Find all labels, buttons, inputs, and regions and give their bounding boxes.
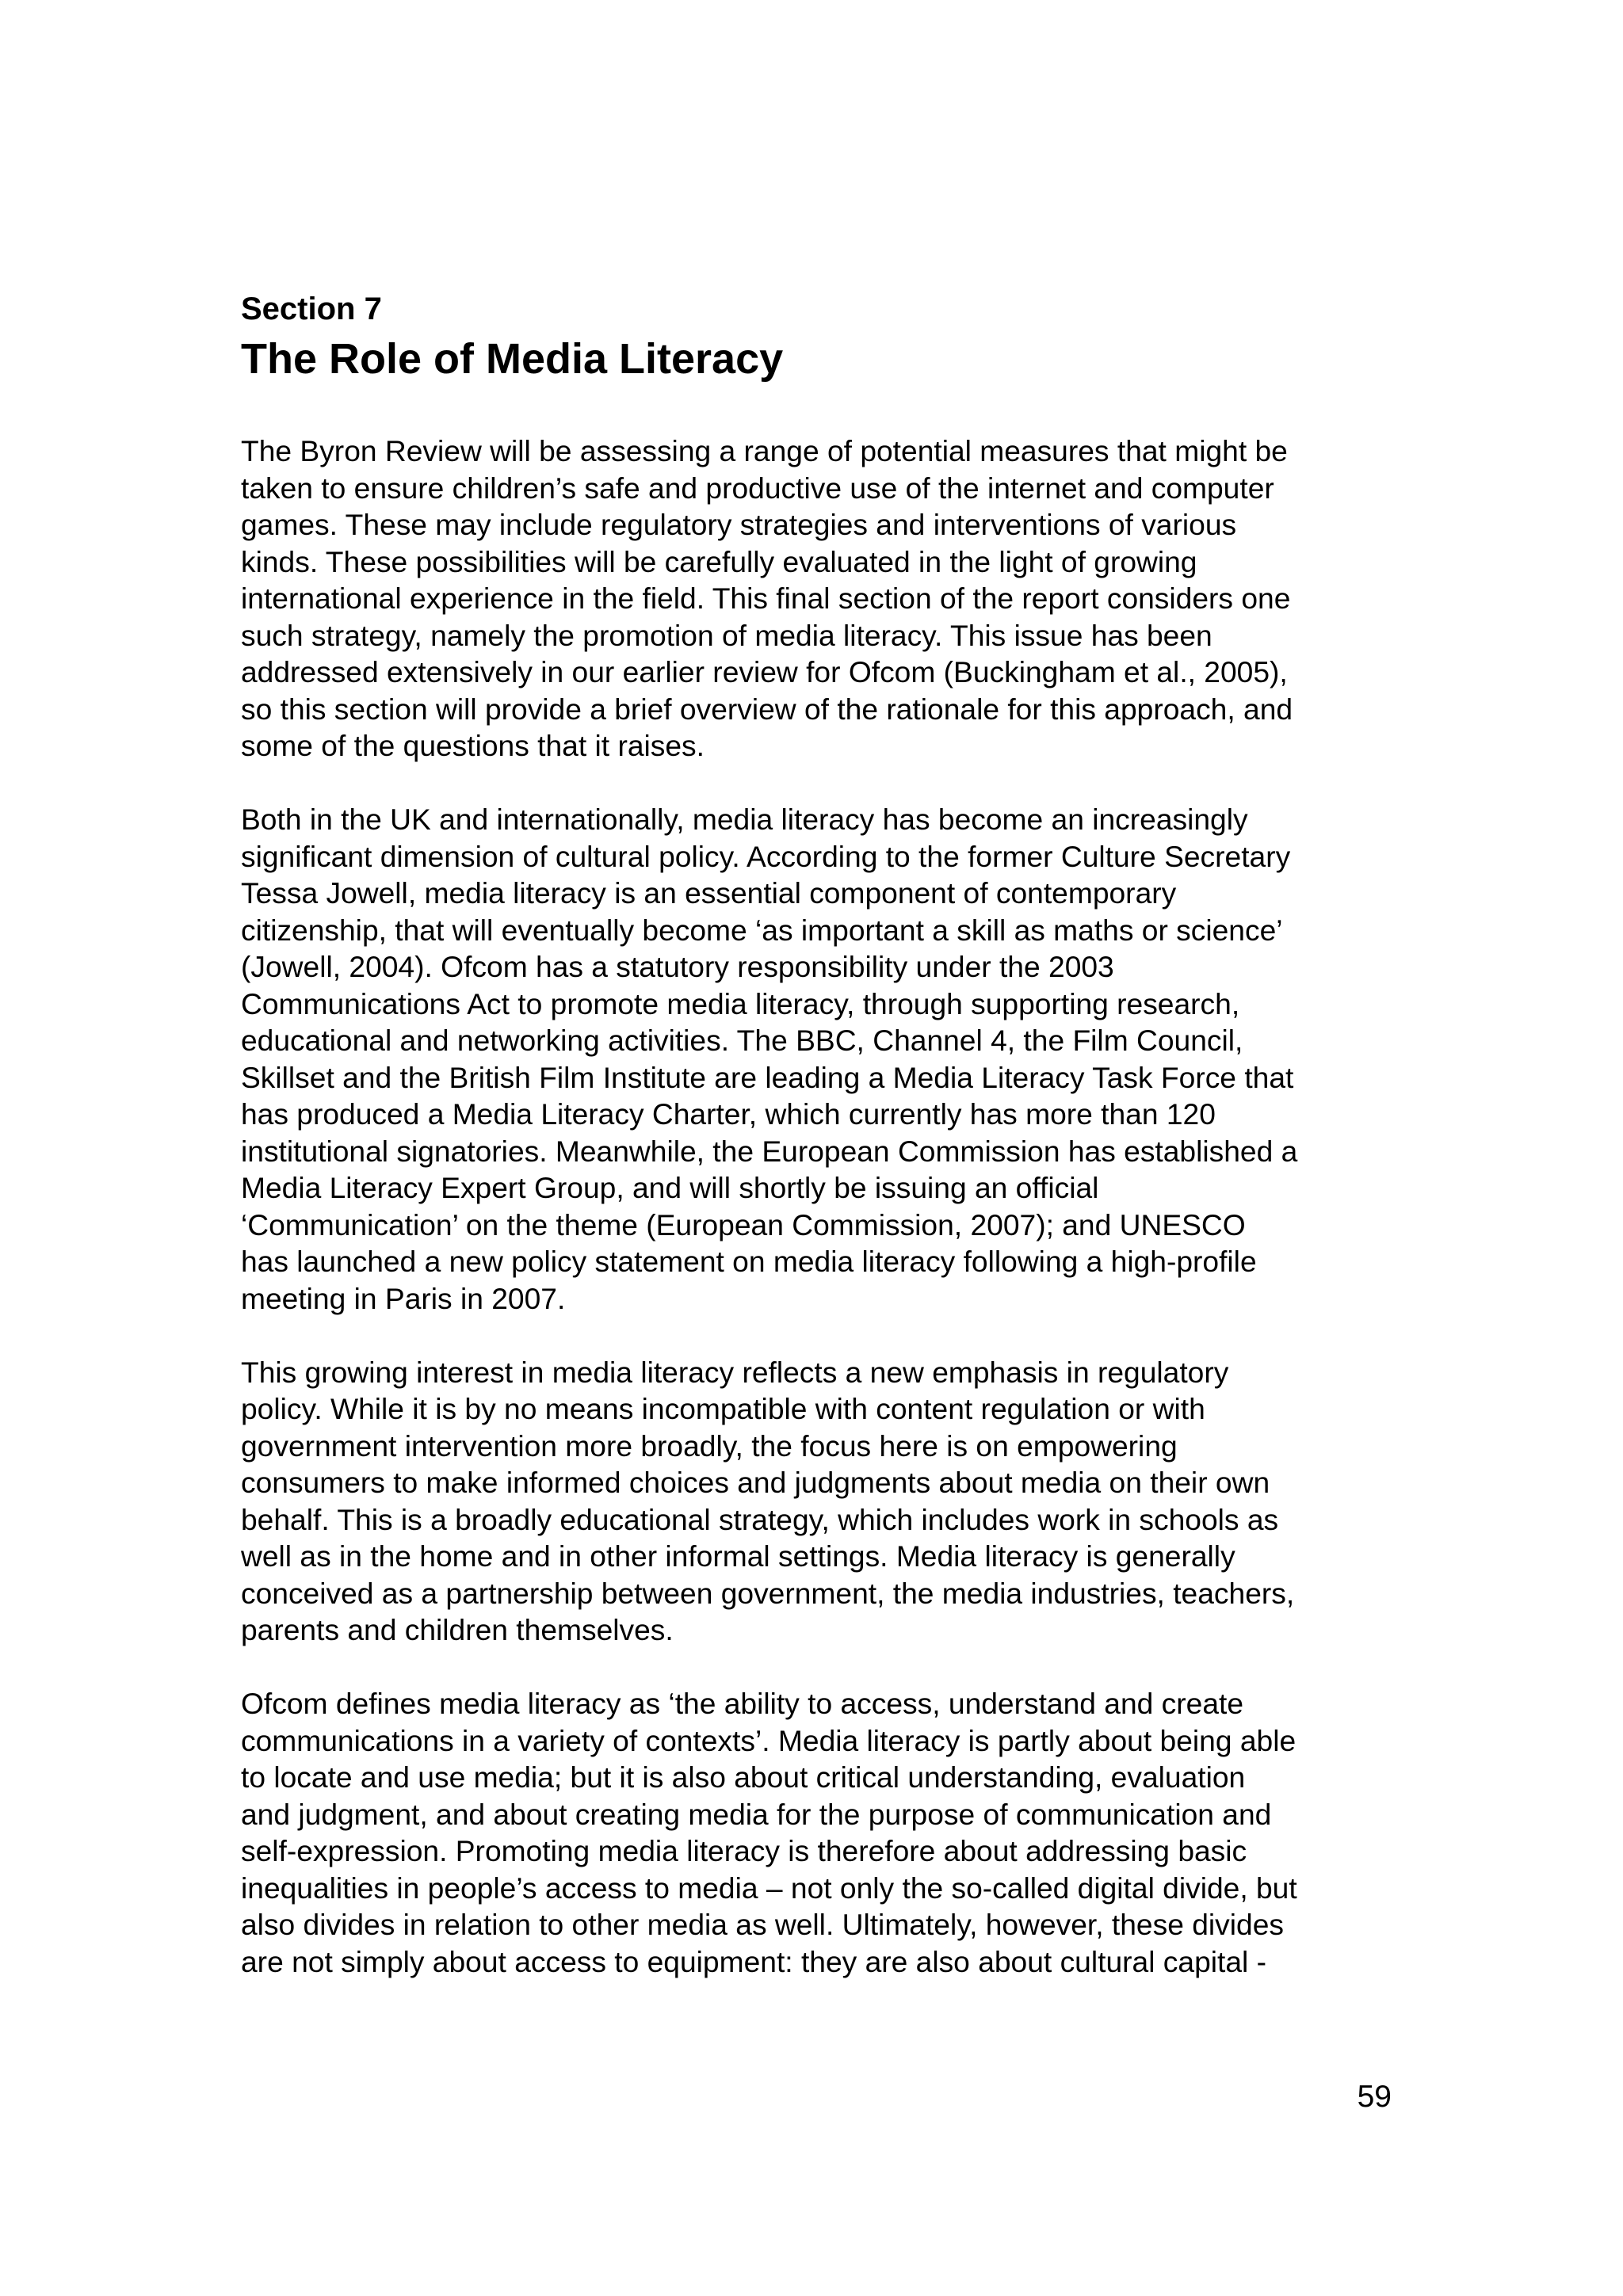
text-line: inequalities in people’s access to media – not only the so-called digital divide, but	[241, 1871, 1297, 1905]
text-line: are not simply about access to equipment: they are also about cultural capital -	[241, 1944, 1267, 1978]
text-line: has launched a new policy statement on media literacy following a high-profile	[241, 1245, 1257, 1278]
text-line: some of the questions that it raises.	[241, 729, 705, 762]
text-line: consumers to make informed choices and judgments about media on their own	[241, 1466, 1270, 1499]
text-line: citizenship, that will eventually become ‘as important a skill as maths or science’	[241, 913, 1283, 947]
text-line: has produced a Media Literacy Charter, which currently has more than 120	[241, 1097, 1216, 1131]
text-line: so this section will provide a brief overview of the rationale for this approach, and	[241, 692, 1293, 726]
text-line: Ofcom defines media literacy as ‘the ability to access, understand and create	[241, 1687, 1244, 1720]
text-line: Media Literacy Expert Group, and will shortly be issuing an official	[241, 1171, 1099, 1204]
text-line: The Byron Review will be assessing a range of potential measures that might be	[241, 434, 1288, 467]
text-line: government intervention more broadly, the focus here is on empowering	[241, 1428, 1178, 1463]
text-line: to locate and use media; but it is also about critical understanding, evaluation	[241, 1760, 1246, 1794]
text-line: meeting in Paris in 2007.	[241, 1281, 566, 1315]
text-line: addressed extensively in our earlier review for Ofcom (Buckingham et al., 2005),	[241, 655, 1288, 688]
text-line: conceived as a partnership between government, the media industries, teachers,	[241, 1576, 1295, 1610]
text-line: well as in the home and in other informal settings. Media literacy is generally	[241, 1539, 1235, 1573]
text-line: kinds. These possibilities will be carefully evaluated in the light of growing	[241, 544, 1197, 578]
page-content	[241, 287, 1414, 2017]
section-title: The Role of Media Literacy	[241, 335, 784, 383]
text-line: educational and networking activities. The BBC, Channel 4, the Film Council,	[241, 1024, 1243, 1057]
text-line: (Jowell, 2004). Ofcom has a statutory responsibility under the 2003	[241, 950, 1114, 983]
body-text	[241, 433, 1414, 1980]
text-line: behalf. This is a broadly educational strategy, which includes work in schools as	[241, 1502, 1279, 1536]
paragraph	[241, 801, 1414, 1317]
text-line: Both in the UK and internationally, media literacy has become an increasingly	[241, 803, 1248, 836]
text-line: ‘Communication’ on the theme (European Commission, 2007); and UNESCO	[241, 1207, 1246, 1241]
section-label: Section 7	[241, 292, 382, 326]
text-line: Skillset and the British Film Institute are leading a Media Literacy Task Force that	[241, 1060, 1294, 1094]
text-line: significant dimension of cultural policy. According to the former Culture Secretary	[241, 839, 1291, 873]
page-number: 59	[1357, 2080, 1392, 2114]
paragraph	[241, 1685, 1414, 1980]
text-line: Tessa Jowell, media literacy is an essential component of contemporary	[241, 876, 1177, 910]
text-line: Communications Act to promote media literacy, through supporting research,	[241, 986, 1240, 1020]
text-line: This growing interest in media literacy reflects a new emphasis in regulatory	[241, 1355, 1229, 1389]
text-line: parents and children themselves.	[241, 1613, 674, 1646]
text-line: also divides in relation to other media as well. Ultimately, however, these divides	[241, 1908, 1284, 1941]
text-line: and judgment, and about creating media for the purpose of communication and	[241, 1797, 1272, 1831]
text-line: games. These may include regulatory strategies and interventions of various	[241, 508, 1237, 541]
paragraph	[241, 433, 1414, 765]
paragraph	[241, 1354, 1414, 1649]
text-line: taken to ensure children’s safe and productive use of the internet and computer	[241, 471, 1274, 505]
text-line: such strategy, namely the promotion of media literacy. This issue has been	[241, 618, 1212, 652]
text-line: international experience in the field. This final section of the report considers one	[241, 582, 1291, 615]
text-line: communications in a variety of contexts’. Media literacy is partly about being able	[241, 1723, 1296, 1757]
text-line: policy. While it is by no means incompatible with content regulation or with	[241, 1392, 1205, 1425]
text-line: self-expression. Promoting media literacy is therefore about addressing basic	[241, 1834, 1247, 1867]
text-line: institutional signatories. Meanwhile, the European Commission has established a	[241, 1134, 1298, 1168]
